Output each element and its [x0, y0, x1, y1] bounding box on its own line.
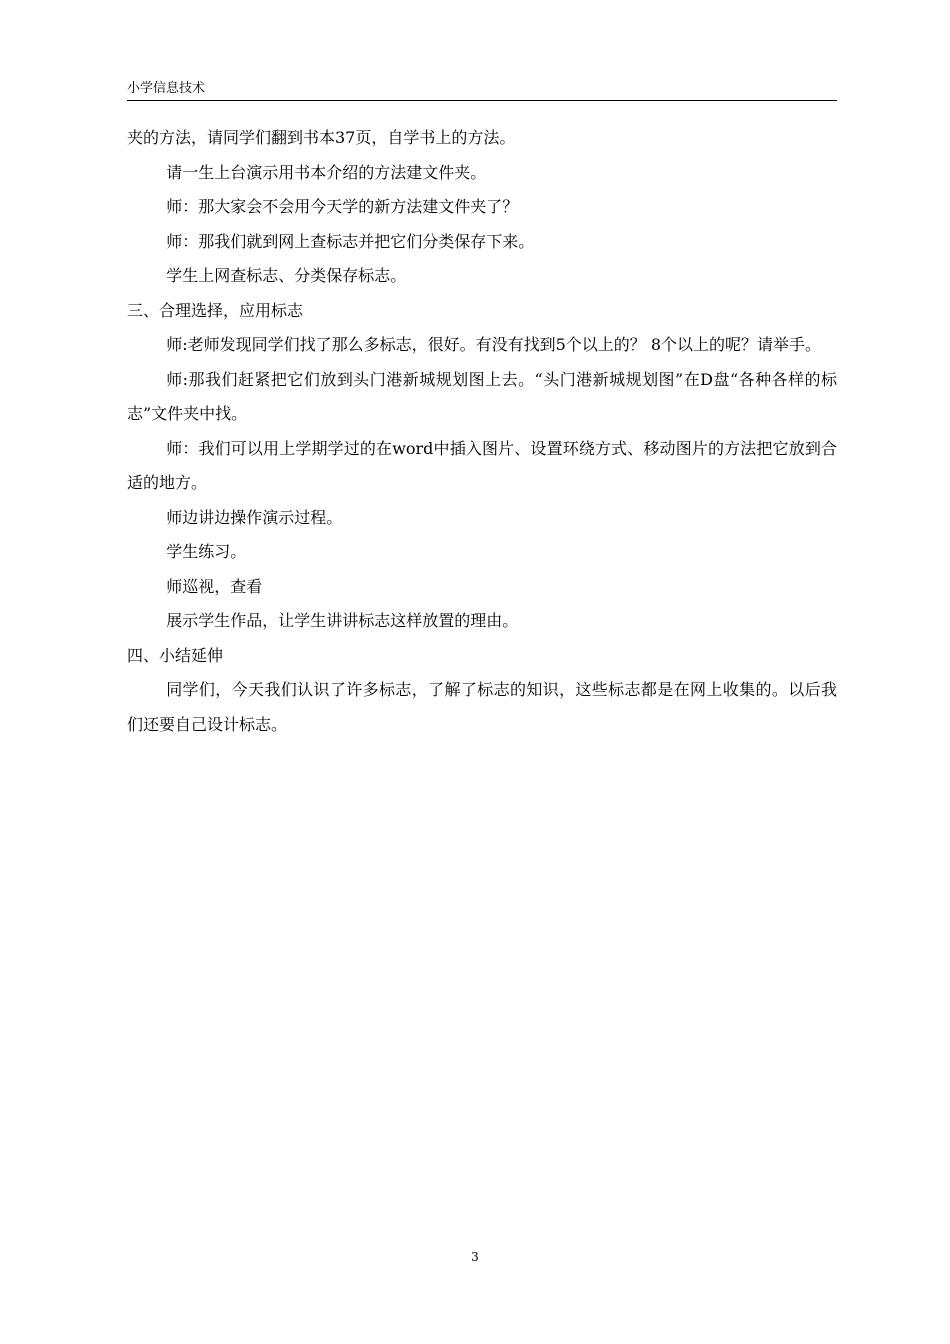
paragraph: 请一生上台演示用书本介绍的方法建文件夹。 — [166, 162, 487, 182]
section-heading: 三、合理选择，应用标志 — [127, 300, 304, 320]
paragraph: 夹的方法，请同学们翻到书本37页，自学书上的方法。 — [127, 128, 516, 147]
paragraph: 师巡视，查看 — [166, 576, 263, 596]
paragraph: 学生练习。 — [166, 542, 247, 561]
header-title: 小学信息技术 — [127, 81, 206, 96]
paragraph: 师：我们可以用上学期学过的在word中插入图片、设置环绕方式、移动图片的方法把它放到合适的地方。 — [127, 438, 837, 492]
paragraph: 展示学生作品，让学生讲讲标志这样放置的理由。 — [166, 611, 519, 630]
page-number: 3 — [471, 1250, 479, 1264]
page-header — [127, 80, 837, 101]
paragraph: 师：那我们就到网上查标志并把它们分类保存下来。 — [166, 231, 535, 251]
section-heading: 四、小结延伸 — [127, 645, 224, 665]
paragraph: 师：那大家会不会用今天学的新方法建文件夹了？ — [166, 197, 519, 216]
paragraph: 同学们，今天我们认识了许多标志，了解了标志的知识，这些标志都是在网上收集的。以后我们还要自己设计标志。 — [127, 680, 837, 734]
document-body — [127, 121, 837, 742]
paragraph: 学生上网查标志、分类保存标志。 — [166, 266, 407, 285]
paragraph: 师:老师发现同学们找了那么多标志，很好。有没有找到5个以上的？ 8个以上的呢？请举手。 — [166, 335, 822, 354]
paragraph: 师:那我们赶紧把它们放到头门港新城规划图上去。“头门港新城规划图”在D盘“各种各样的标志”文件夹中找。 — [127, 369, 837, 423]
paragraph: 师边讲边操作演示过程。 — [166, 507, 343, 527]
